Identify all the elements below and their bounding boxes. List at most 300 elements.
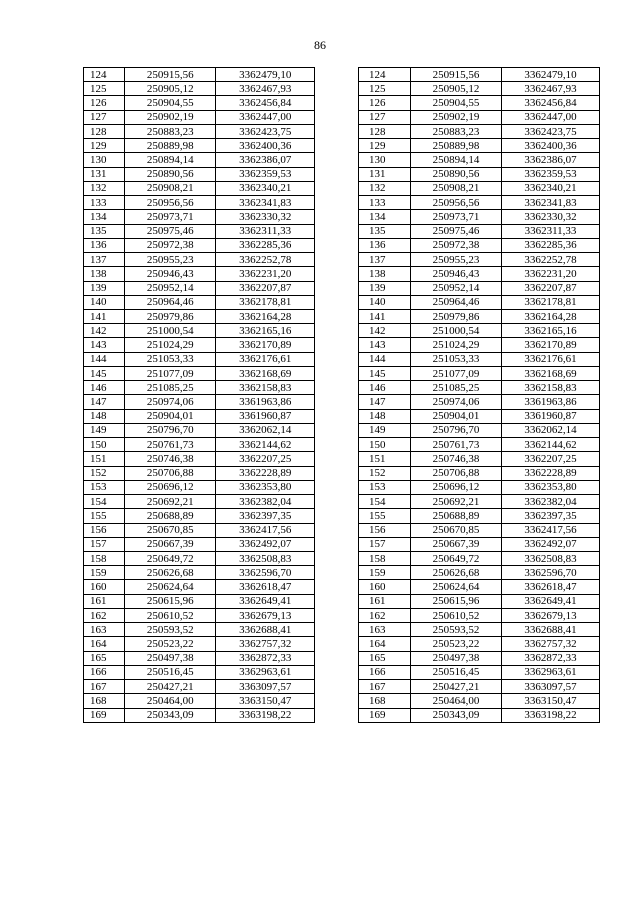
x-coordinate-cell: 250688,89 <box>125 509 216 523</box>
x-coordinate-cell: 250746,38 <box>411 452 502 466</box>
x-coordinate-cell: 250523,22 <box>411 637 502 651</box>
table-row <box>84 694 315 708</box>
table-row <box>84 480 315 494</box>
x-coordinate-cell: 250952,14 <box>411 281 502 295</box>
point-number-cell: 168 <box>84 694 125 708</box>
table-row <box>359 139 600 153</box>
point-number-cell: 144 <box>359 352 411 366</box>
y-coordinate-cell: 3362508,83 <box>216 551 315 565</box>
y-coordinate-cell: 3362757,32 <box>216 637 315 651</box>
point-number-cell: 163 <box>359 623 411 637</box>
point-number-cell: 145 <box>84 366 125 380</box>
point-number-cell: 140 <box>359 295 411 309</box>
x-coordinate-cell: 250889,98 <box>411 139 502 153</box>
table-row <box>359 594 600 608</box>
y-coordinate-cell: 3363097,57 <box>216 680 315 694</box>
point-number-cell: 124 <box>84 68 125 82</box>
y-coordinate-cell: 3361963,86 <box>502 395 600 409</box>
table-row <box>84 495 315 509</box>
point-number-cell: 161 <box>359 594 411 608</box>
y-coordinate-cell: 3362228,89 <box>502 466 600 480</box>
table-row <box>359 423 600 437</box>
x-coordinate-cell: 250746,38 <box>125 452 216 466</box>
x-coordinate-cell: 250516,45 <box>411 665 502 679</box>
table-row <box>84 637 315 651</box>
x-coordinate-cell: 250974,06 <box>125 395 216 409</box>
table-row <box>84 680 315 694</box>
table-row <box>84 324 315 338</box>
table-row <box>84 651 315 665</box>
y-coordinate-cell: 3363097,57 <box>502 680 600 694</box>
point-number-cell: 130 <box>84 153 125 167</box>
point-number-cell: 132 <box>84 181 125 195</box>
x-coordinate-cell: 250975,46 <box>411 224 502 238</box>
table-row <box>84 423 315 437</box>
y-coordinate-cell: 3363198,22 <box>216 708 315 722</box>
x-coordinate-cell: 250497,38 <box>125 651 216 665</box>
y-coordinate-cell: 3363150,47 <box>216 694 315 708</box>
table-row <box>84 537 315 551</box>
x-coordinate-cell: 250890,56 <box>411 167 502 181</box>
point-number-cell: 129 <box>84 139 125 153</box>
x-coordinate-cell: 250692,21 <box>125 495 216 509</box>
table-row <box>359 480 600 494</box>
y-coordinate-cell: 3362400,36 <box>216 139 315 153</box>
y-coordinate-cell: 3362447,00 <box>216 110 315 124</box>
x-coordinate-cell: 250610,52 <box>411 608 502 622</box>
y-coordinate-cell: 3362176,61 <box>502 352 600 366</box>
x-coordinate-cell: 250761,73 <box>125 438 216 452</box>
table-row <box>359 680 600 694</box>
point-number-cell: 130 <box>359 153 411 167</box>
x-coordinate-cell: 250427,21 <box>125 680 216 694</box>
y-coordinate-cell: 3362164,28 <box>216 309 315 323</box>
table-row <box>359 495 600 509</box>
point-number-cell: 128 <box>359 124 411 138</box>
point-number-cell: 151 <box>359 452 411 466</box>
table-row <box>84 665 315 679</box>
x-coordinate-cell: 250889,98 <box>125 139 216 153</box>
point-number-cell: 137 <box>359 253 411 267</box>
y-coordinate-cell: 3362178,81 <box>216 295 315 309</box>
coordinates-table-right <box>358 67 600 723</box>
y-coordinate-cell: 3362168,69 <box>216 366 315 380</box>
y-coordinate-cell: 3363150,47 <box>502 694 600 708</box>
x-coordinate-cell: 250667,39 <box>125 537 216 551</box>
table-row <box>359 196 600 210</box>
y-coordinate-cell: 3362492,07 <box>502 537 600 551</box>
table-row <box>359 224 600 238</box>
x-coordinate-cell: 250464,00 <box>411 694 502 708</box>
x-coordinate-cell: 250692,21 <box>411 495 502 509</box>
y-coordinate-cell: 3362164,28 <box>502 309 600 323</box>
y-coordinate-cell: 3362757,32 <box>502 637 600 651</box>
table-row <box>84 438 315 452</box>
x-coordinate-cell: 250696,12 <box>125 480 216 494</box>
point-number-cell: 135 <box>359 224 411 238</box>
x-coordinate-cell: 251077,09 <box>125 366 216 380</box>
table-row <box>84 281 315 295</box>
x-coordinate-cell: 250956,56 <box>125 196 216 210</box>
point-number-cell: 152 <box>359 466 411 480</box>
point-number-cell: 163 <box>84 623 125 637</box>
table-row <box>359 580 600 594</box>
x-coordinate-cell: 250973,71 <box>125 210 216 224</box>
y-coordinate-cell: 3362062,14 <box>216 423 315 437</box>
table-row <box>84 509 315 523</box>
y-coordinate-cell: 3362207,87 <box>502 281 600 295</box>
y-coordinate-cell: 3362386,07 <box>216 153 315 167</box>
y-coordinate-cell: 3362596,70 <box>216 566 315 580</box>
table-row <box>359 238 600 252</box>
x-coordinate-cell: 250979,86 <box>125 309 216 323</box>
x-coordinate-cell: 250706,88 <box>411 466 502 480</box>
point-number-cell: 136 <box>84 238 125 252</box>
point-number-cell: 141 <box>84 309 125 323</box>
y-coordinate-cell: 3362285,36 <box>216 238 315 252</box>
y-coordinate-cell: 3362479,10 <box>216 68 315 82</box>
point-number-cell: 165 <box>359 651 411 665</box>
table-row <box>359 281 600 295</box>
point-number-cell: 133 <box>84 196 125 210</box>
table-row <box>359 566 600 580</box>
point-number-cell: 153 <box>359 480 411 494</box>
x-coordinate-cell: 250902,19 <box>125 110 216 124</box>
table-row <box>359 708 600 722</box>
table-row <box>84 167 315 181</box>
y-coordinate-cell: 3362456,84 <box>216 96 315 110</box>
x-coordinate-cell: 250615,96 <box>411 594 502 608</box>
table-row <box>84 452 315 466</box>
point-number-cell: 127 <box>359 110 411 124</box>
x-coordinate-cell: 250615,96 <box>125 594 216 608</box>
x-coordinate-cell: 251053,33 <box>125 352 216 366</box>
x-coordinate-cell: 250946,43 <box>125 267 216 281</box>
table-row <box>359 366 600 380</box>
table-row <box>359 537 600 551</box>
table-row <box>359 338 600 352</box>
point-number-cell: 125 <box>84 82 125 96</box>
table-row <box>84 366 315 380</box>
table-row <box>84 608 315 622</box>
table-row <box>84 551 315 565</box>
point-number-cell: 158 <box>359 551 411 565</box>
point-number-cell: 149 <box>84 423 125 437</box>
point-number-cell: 149 <box>359 423 411 437</box>
y-coordinate-cell: 3362341,83 <box>502 196 600 210</box>
x-coordinate-cell: 250688,89 <box>411 509 502 523</box>
x-coordinate-cell: 250915,56 <box>125 68 216 82</box>
x-coordinate-cell: 250626,68 <box>411 566 502 580</box>
table-row <box>359 651 600 665</box>
point-number-cell: 145 <box>359 366 411 380</box>
x-coordinate-cell: 250343,09 <box>125 708 216 722</box>
point-number-cell: 125 <box>359 82 411 96</box>
point-number-cell: 155 <box>84 509 125 523</box>
point-number-cell: 147 <box>359 395 411 409</box>
x-coordinate-cell: 251077,09 <box>411 366 502 380</box>
table-row <box>359 96 600 110</box>
y-coordinate-cell: 3362178,81 <box>502 295 600 309</box>
table-row <box>359 665 600 679</box>
table-row <box>84 566 315 580</box>
table-row <box>84 153 315 167</box>
point-number-cell: 142 <box>359 324 411 338</box>
table-row <box>84 139 315 153</box>
y-coordinate-cell: 3361960,87 <box>216 409 315 423</box>
point-number-cell: 127 <box>84 110 125 124</box>
y-coordinate-cell: 3362679,13 <box>502 608 600 622</box>
point-number-cell: 151 <box>84 452 125 466</box>
x-coordinate-cell: 250696,12 <box>411 480 502 494</box>
point-number-cell: 126 <box>359 96 411 110</box>
x-coordinate-cell: 250624,64 <box>125 580 216 594</box>
y-coordinate-cell: 3362165,16 <box>502 324 600 338</box>
x-coordinate-cell: 250610,52 <box>125 608 216 622</box>
point-number-cell: 146 <box>359 381 411 395</box>
table-row <box>359 110 600 124</box>
x-coordinate-cell: 250761,73 <box>411 438 502 452</box>
y-coordinate-cell: 3362207,25 <box>216 452 315 466</box>
point-number-cell: 156 <box>84 523 125 537</box>
point-number-cell: 164 <box>84 637 125 651</box>
x-coordinate-cell: 250915,56 <box>411 68 502 82</box>
x-coordinate-cell: 250593,52 <box>125 623 216 637</box>
x-coordinate-cell: 250904,01 <box>125 409 216 423</box>
x-coordinate-cell: 250964,46 <box>411 295 502 309</box>
x-coordinate-cell: 250626,68 <box>125 566 216 580</box>
table-row <box>84 338 315 352</box>
x-coordinate-cell: 250975,46 <box>125 224 216 238</box>
x-coordinate-cell: 250796,70 <box>125 423 216 437</box>
y-coordinate-cell: 3362872,33 <box>216 651 315 665</box>
table-row <box>359 523 600 537</box>
y-coordinate-cell: 3362330,32 <box>216 210 315 224</box>
point-number-cell: 140 <box>84 295 125 309</box>
table-row <box>84 196 315 210</box>
table-row <box>359 309 600 323</box>
y-coordinate-cell: 3362963,61 <box>216 665 315 679</box>
table-row <box>359 167 600 181</box>
x-coordinate-cell: 251024,29 <box>125 338 216 352</box>
table-row <box>359 551 600 565</box>
x-coordinate-cell: 250593,52 <box>411 623 502 637</box>
point-number-cell: 160 <box>359 580 411 594</box>
y-coordinate-cell: 3362397,35 <box>216 509 315 523</box>
table-row <box>359 124 600 138</box>
table-row <box>359 694 600 708</box>
y-coordinate-cell: 3362417,56 <box>216 523 315 537</box>
point-number-cell: 135 <box>84 224 125 238</box>
point-number-cell: 148 <box>84 409 125 423</box>
table-row <box>359 509 600 523</box>
y-coordinate-cell: 3362456,84 <box>502 96 600 110</box>
x-coordinate-cell: 250427,21 <box>411 680 502 694</box>
table-row <box>359 623 600 637</box>
x-coordinate-cell: 250883,23 <box>411 124 502 138</box>
y-coordinate-cell: 3362158,83 <box>502 381 600 395</box>
table-row <box>84 466 315 480</box>
point-number-cell: 134 <box>359 210 411 224</box>
x-coordinate-cell: 250956,56 <box>411 196 502 210</box>
table-row <box>359 295 600 309</box>
point-number-cell: 167 <box>84 680 125 694</box>
x-coordinate-cell: 250667,39 <box>411 537 502 551</box>
table-row <box>359 352 600 366</box>
point-number-cell: 138 <box>359 267 411 281</box>
table-row <box>84 96 315 110</box>
point-number-cell: 143 <box>84 338 125 352</box>
x-coordinate-cell: 250904,01 <box>411 409 502 423</box>
x-coordinate-cell: 251085,25 <box>125 381 216 395</box>
table-row <box>84 224 315 238</box>
y-coordinate-cell: 3362062,14 <box>502 423 600 437</box>
table-row <box>84 68 315 82</box>
table-row <box>84 708 315 722</box>
x-coordinate-cell: 250964,46 <box>125 295 216 309</box>
point-number-cell: 168 <box>359 694 411 708</box>
point-number-cell: 152 <box>84 466 125 480</box>
point-number-cell: 158 <box>84 551 125 565</box>
point-number-cell: 162 <box>359 608 411 622</box>
y-coordinate-cell: 3362649,41 <box>502 594 600 608</box>
x-coordinate-cell: 250904,55 <box>411 96 502 110</box>
table-row <box>359 395 600 409</box>
y-coordinate-cell: 3362285,36 <box>502 238 600 252</box>
table-row <box>359 253 600 267</box>
y-coordinate-cell: 3362207,25 <box>502 452 600 466</box>
y-coordinate-cell: 3362397,35 <box>502 509 600 523</box>
x-coordinate-cell: 250952,14 <box>125 281 216 295</box>
y-coordinate-cell: 3362330,32 <box>502 210 600 224</box>
y-coordinate-cell: 3362963,61 <box>502 665 600 679</box>
y-coordinate-cell: 3362359,53 <box>216 167 315 181</box>
point-number-cell: 139 <box>84 281 125 295</box>
x-coordinate-cell: 250905,12 <box>125 82 216 96</box>
x-coordinate-cell: 250624,64 <box>411 580 502 594</box>
x-coordinate-cell: 251085,25 <box>411 381 502 395</box>
point-number-cell: 139 <box>359 281 411 295</box>
y-coordinate-cell: 3361963,86 <box>216 395 315 409</box>
x-coordinate-cell: 250649,72 <box>411 551 502 565</box>
point-number-cell: 141 <box>359 309 411 323</box>
table-row <box>359 438 600 452</box>
y-coordinate-cell: 3362618,47 <box>502 580 600 594</box>
y-coordinate-cell: 3362679,13 <box>216 608 315 622</box>
x-coordinate-cell: 250649,72 <box>125 551 216 565</box>
table-row <box>84 395 315 409</box>
y-coordinate-cell: 3362400,36 <box>502 139 600 153</box>
point-number-cell: 160 <box>84 580 125 594</box>
point-number-cell: 132 <box>359 181 411 195</box>
point-number-cell: 164 <box>359 637 411 651</box>
x-coordinate-cell: 251053,33 <box>411 352 502 366</box>
table-row <box>359 82 600 96</box>
table-row <box>84 181 315 195</box>
y-coordinate-cell: 3362417,56 <box>502 523 600 537</box>
x-coordinate-cell: 251000,54 <box>125 324 216 338</box>
y-coordinate-cell: 3362618,47 <box>216 580 315 594</box>
x-coordinate-cell: 250955,23 <box>125 253 216 267</box>
y-coordinate-cell: 3361960,87 <box>502 409 600 423</box>
x-coordinate-cell: 250343,09 <box>411 708 502 722</box>
x-coordinate-cell: 250973,71 <box>411 210 502 224</box>
y-coordinate-cell: 3362158,83 <box>216 381 315 395</box>
y-coordinate-cell: 3362353,80 <box>216 480 315 494</box>
table-row <box>84 295 315 309</box>
point-number-cell: 169 <box>84 708 125 722</box>
y-coordinate-cell: 3362341,83 <box>216 196 315 210</box>
point-number-cell: 166 <box>84 665 125 679</box>
point-number-cell: 134 <box>84 210 125 224</box>
y-coordinate-cell: 3362207,87 <box>216 281 315 295</box>
y-coordinate-cell: 3363198,22 <box>502 708 600 722</box>
point-number-cell: 124 <box>359 68 411 82</box>
point-number-cell: 157 <box>84 537 125 551</box>
x-coordinate-cell: 250516,45 <box>125 665 216 679</box>
x-coordinate-cell: 250883,23 <box>125 124 216 138</box>
point-number-cell: 161 <box>84 594 125 608</box>
y-coordinate-cell: 3362423,75 <box>502 124 600 138</box>
point-number-cell: 169 <box>359 708 411 722</box>
y-coordinate-cell: 3362231,20 <box>502 267 600 281</box>
x-coordinate-cell: 250972,38 <box>411 238 502 252</box>
table-row <box>359 324 600 338</box>
y-coordinate-cell: 3362688,41 <box>502 623 600 637</box>
y-coordinate-cell: 3362231,20 <box>216 267 315 281</box>
y-coordinate-cell: 3362447,00 <box>502 110 600 124</box>
table-row <box>359 608 600 622</box>
point-number-cell: 131 <box>84 167 125 181</box>
page-number: 86 <box>314 38 326 52</box>
x-coordinate-cell: 250946,43 <box>411 267 502 281</box>
x-coordinate-cell: 250974,06 <box>411 395 502 409</box>
y-coordinate-cell: 3362165,16 <box>216 324 315 338</box>
point-number-cell: 142 <box>84 324 125 338</box>
y-coordinate-cell: 3362359,53 <box>502 167 600 181</box>
point-number-cell: 148 <box>359 409 411 423</box>
table-row <box>84 238 315 252</box>
point-number-cell: 154 <box>84 495 125 509</box>
x-coordinate-cell: 250464,00 <box>125 694 216 708</box>
point-number-cell: 129 <box>359 139 411 153</box>
table-row <box>359 267 600 281</box>
point-number-cell: 159 <box>359 566 411 580</box>
y-coordinate-cell: 3362252,78 <box>502 253 600 267</box>
table-row <box>359 210 600 224</box>
table-row <box>84 110 315 124</box>
y-coordinate-cell: 3362386,07 <box>502 153 600 167</box>
table-row <box>359 381 600 395</box>
y-coordinate-cell: 3362340,21 <box>216 181 315 195</box>
point-number-cell: 136 <box>359 238 411 252</box>
point-number-cell: 153 <box>84 480 125 494</box>
table-row <box>84 210 315 224</box>
y-coordinate-cell: 3362228,89 <box>216 466 315 480</box>
coordinates-table-left <box>83 67 315 723</box>
x-coordinate-cell: 250523,22 <box>125 637 216 651</box>
point-number-cell: 150 <box>84 438 125 452</box>
table-row <box>84 253 315 267</box>
x-coordinate-cell: 251000,54 <box>411 324 502 338</box>
y-coordinate-cell: 3362467,93 <box>502 82 600 96</box>
x-coordinate-cell: 250979,86 <box>411 309 502 323</box>
y-coordinate-cell: 3362353,80 <box>502 480 600 494</box>
y-coordinate-cell: 3362144,62 <box>502 438 600 452</box>
point-number-cell: 131 <box>359 167 411 181</box>
x-coordinate-cell: 250904,55 <box>125 96 216 110</box>
y-coordinate-cell: 3362508,83 <box>502 551 600 565</box>
